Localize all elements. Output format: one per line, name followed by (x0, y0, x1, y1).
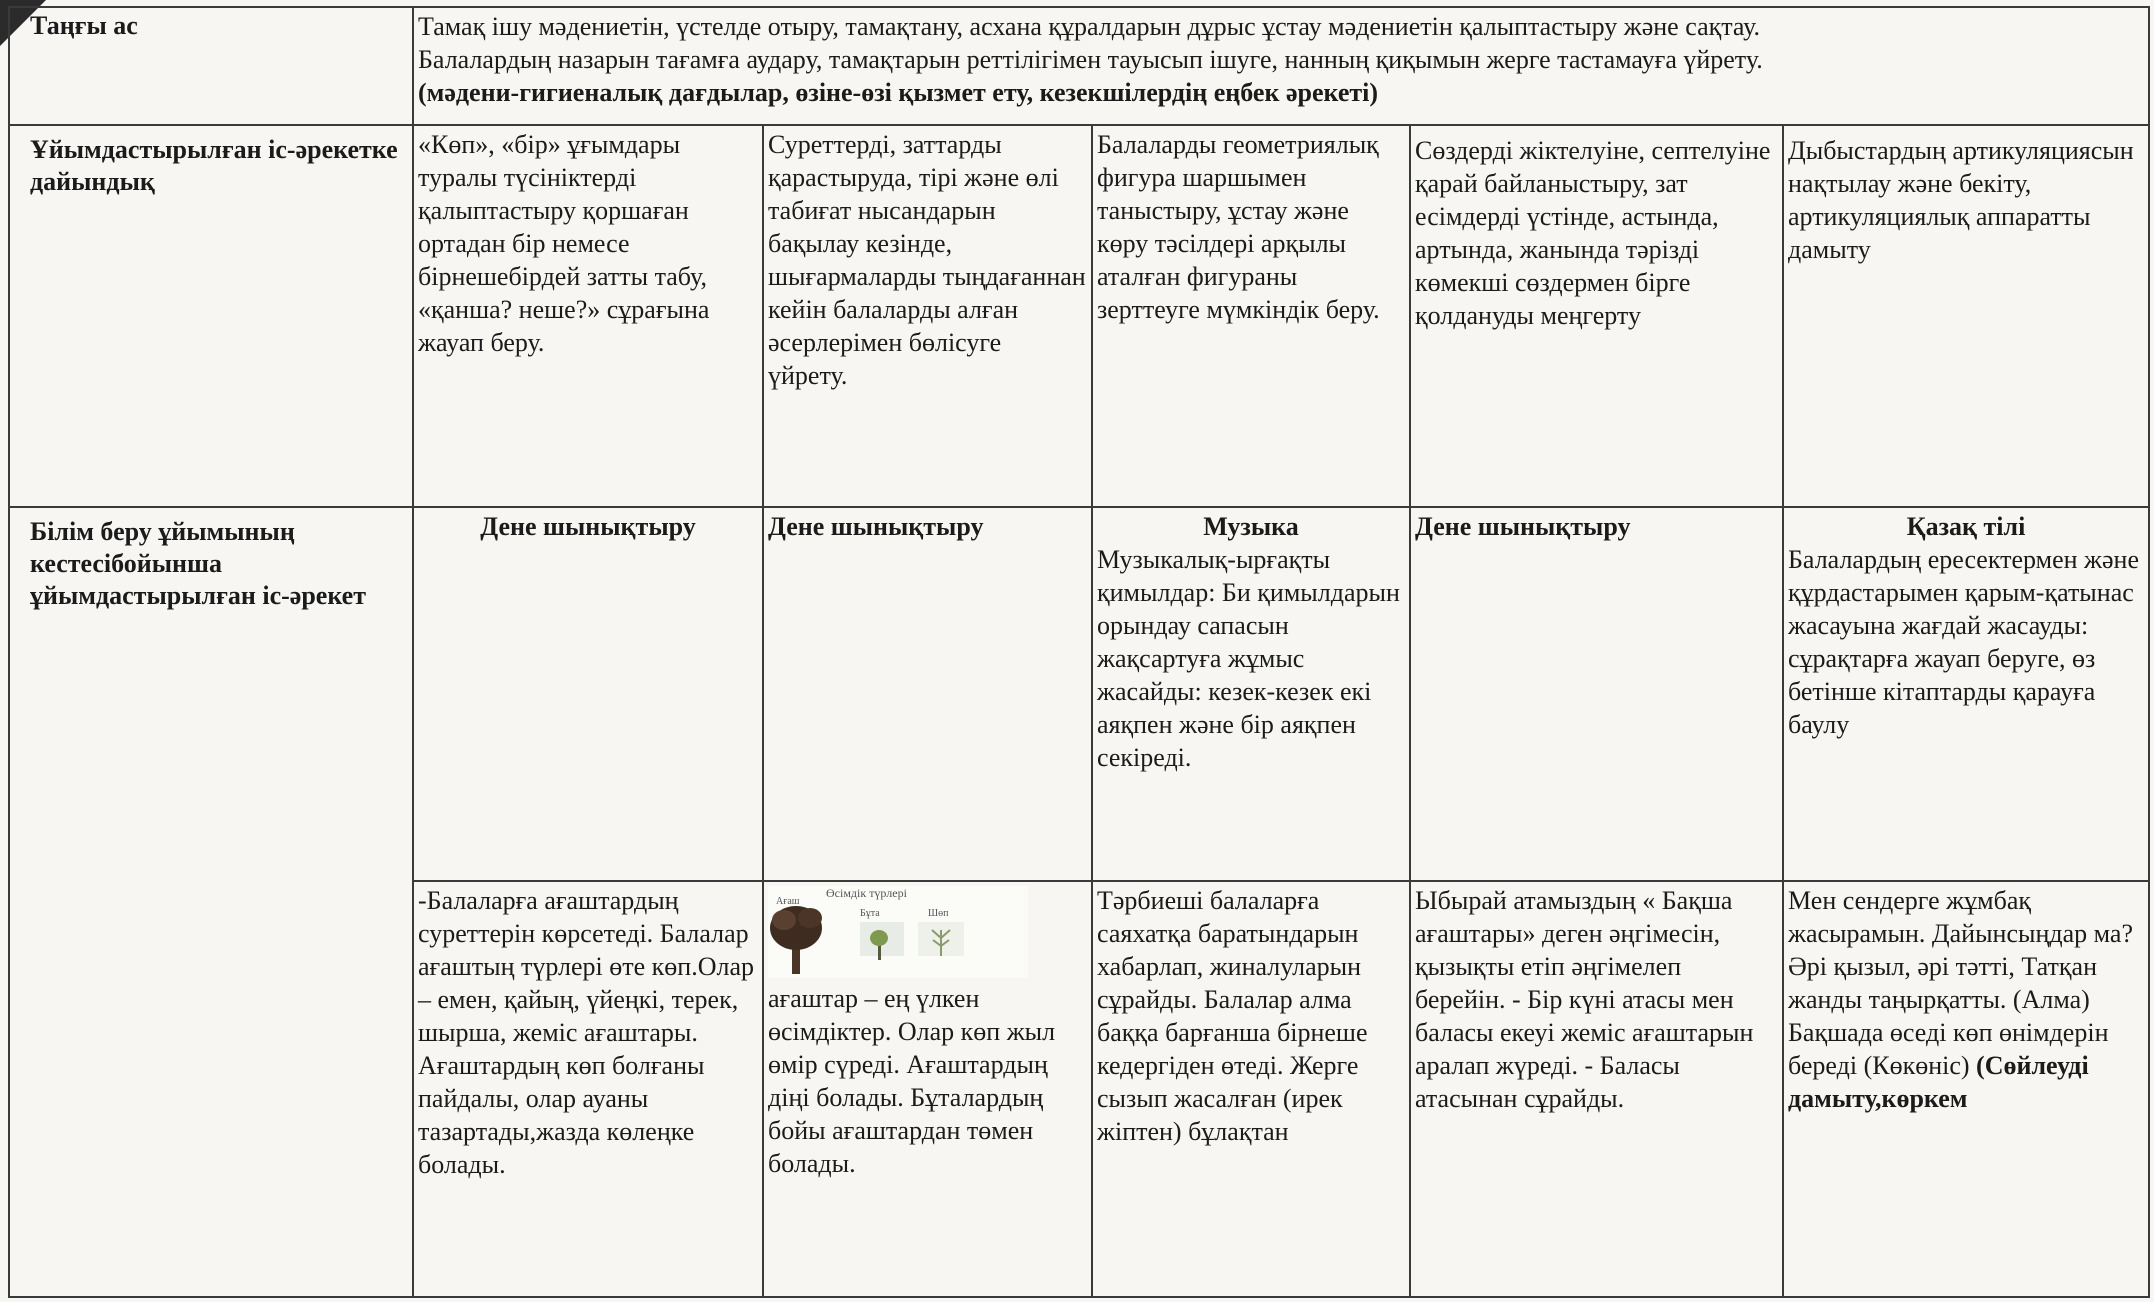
plant-types-picture (768, 886, 1028, 978)
schedule-bottom-cell-1: -Балаларға ағаштардың суреттерін көрсетеді. Балалар ағаштың түрлері өте көп.Олар – емен, қайың, үйеңкі, терек, шырша, жеміс ағаштары. Ағаштардың көп болғаны пайдалы, олар ауаны тазартады,жазда көлеңке болады. (413, 881, 763, 1297)
breakfast-line-1: Тамақ ішу мәдениетін, үстелде отыру, тамақтану, асхана құралдарын дұрыс ұстау мәдениетін қалыптастыру және сақтау. (418, 12, 1761, 41)
breakfast-label: Таңғы ас (9, 7, 413, 125)
subject-text: Балалардың ересектермен және құрдастарымен қарым-қатынас жасауына жағдай жасауды: сұрақтарға жауап беруге, өз бетінше кітаптарды қарауға баулу (1788, 545, 2140, 739)
schedule-bottom-cell-3: Тәрбиеші балаларға саяхатқа баратындарын хабарлап, жиналуларын сұрайды. Балалар алма баққа барғанша бірнеше кедергіден өтеді. Жерге сызып жасалған (ирек жіптен) бұлақтан (1092, 881, 1410, 1297)
preparation-cell-2: Суреттерді, заттарды қарастыруда, тірі және өлі табиғат нысандарын бақылау кезінде, шығармаларды тыңдағаннан кейін балаларды алған әсерлерімен бөлісуге үйрету. (763, 125, 1092, 507)
riddle-text: Мен сендерге жұмбақ жасырамын. Дайынсыңдар ма? Әрі қызыл, әрі тәтті, Татқан жанды таңырқатты. (Алма) Бақшада өседі көп өнімдерін береді (Көкөніс) (1788, 886, 2134, 1080)
schedule-top-cell-2 (763, 507, 1092, 881)
preparation-row (9, 125, 2149, 507)
picture-title: Өсімдік түрлері (826, 886, 907, 900)
preparation-cell-1: «Көп», «бір» ұғымдары туралы түсініктерді қалыптастыру қоршаған ортадан бір немесе бірнешебірдей затты табу, «қанша? неше?» сұрағына жауап беру. (413, 125, 763, 507)
subject-title: Дене шынықтыру (1415, 512, 1631, 541)
plants-text: ағаштар – ең үлкен өсімдіктер. Олар көп жыл өмір сүреді. Ағаштардың діңі болады. Бұталардың бойы ағаштардан төмен болады. (768, 984, 1056, 1178)
breakfast-content (413, 7, 2149, 125)
picture-label-tree: Ағаш (776, 896, 800, 907)
preparation-cell-4: Сөздерді жіктелуіне, септелуіне қарай байланыстыру, зат есімдерді үстінде, астында, артында, жанында тәрізді көмекші сөздермен бірге қолдануды меңгерту (1410, 125, 1783, 507)
breakfast-row (9, 7, 2149, 125)
schedule-label: Білім беру ұйымының кестесібойынша ұйымдастырылған іс-әрекет (9, 507, 413, 1297)
daily-plan-table (8, 6, 2150, 1298)
schedule-top-cell-1 (413, 507, 763, 881)
schedule-row-top (9, 507, 2149, 881)
schedule-bottom-cell-5 (1783, 881, 2149, 1297)
schedule-top-cell-5 (1783, 507, 2149, 881)
schedule-bottom-cell-4: Ыбырай атамыздың « Бақша ағаштары» деген әңгімесін, қызықты етіп әңгімелеп берейін. - Бір күні атасы мен баласы екеуі жеміс ағаштарын аралап жүреді. - Баласы атасынан сұрайды. (1410, 881, 1783, 1297)
subject-title: Қазақ тілі (1906, 512, 2026, 541)
schedule-top-cell-4 (1410, 507, 1783, 881)
preparation-cell-3: Балаларды геометриялық фигура шаршымен таныстыру, ұстау және көру тәсілдері арқылы аталған фигураны зерттеуге мүмкіндік беру. (1092, 125, 1410, 507)
subject-text: Музыкалық-ырғақты қимылдар: Би қимылдарын орындау сапасын жақсартуға жұмыс жасайды: кезек-кезек екі аяқпен және бір аяқпен секіреді. (1097, 545, 1400, 772)
schedule-bottom-cell-2 (763, 881, 1092, 1297)
subject-title: Дене шынықтыру (768, 512, 984, 541)
breakfast-line-3: (мәдени-гигиеналық дағдылар, өзіне-өзі қызмет ету, кезекшілердің еңбек әрекеті) (418, 78, 1379, 107)
schedule-top-cell-3 (1092, 507, 1410, 881)
picture-label-grass: Шөп (928, 908, 949, 919)
picture-label-bush: Бұта (860, 908, 880, 919)
preparation-label: Ұйымдастырылған іс-әрекетке дайындық (9, 125, 413, 507)
breakfast-line-2: Балалардың назарын тағамға аудару, тамақтарын реттілігімен тауысып ішуге, нанның қиқымын жерге тастамауға үйрету. (418, 45, 1763, 74)
subject-title: Музыка (1203, 512, 1299, 541)
preparation-cell-5: Дыбыстардың артикуляциясын нақтылау және бекіту, артикуляциялық аппаратты дамыту (1783, 125, 2149, 507)
riddle-bold: (Сөйлеуді дамыту,көркем (1788, 1051, 2089, 1113)
subject-title: Дене шынықтыру (480, 512, 696, 541)
